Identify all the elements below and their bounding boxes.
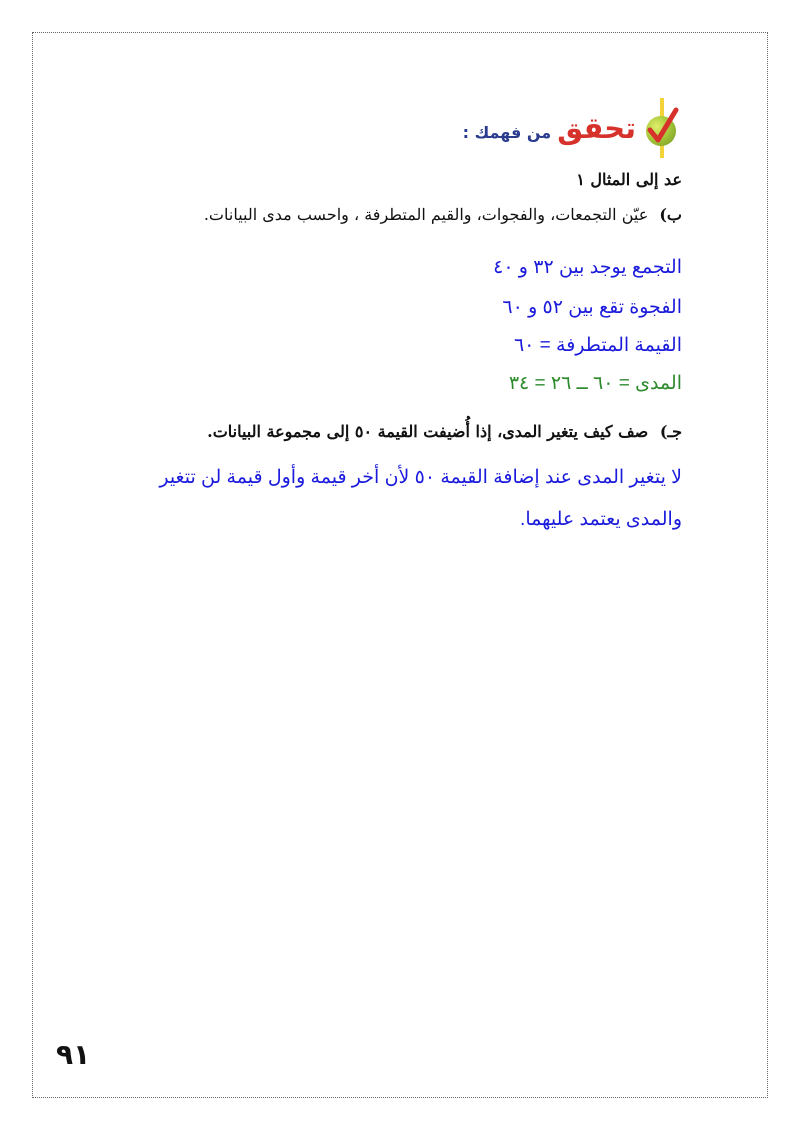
answer-outlier: القيمة المتطرفة = ٦٠ [513, 335, 682, 356]
check-understanding-header [463, 98, 682, 158]
header-subtitle: من فهمك : [462, 122, 552, 142]
page-frame [32, 32, 768, 1098]
question-c [207, 422, 682, 441]
question-b-label: ب) [659, 205, 682, 224]
answer-c-line-1: لا يتغير المدى عند إضافة القيمة ٥٠ لأن أخر قيمة وأول قيمة لن تتغير [159, 467, 682, 488]
question-c-text: صف كيف يتغير المدى، إذا أُضيفت القيمة ٥٠ إلى مجموعة البيانات. [207, 422, 649, 441]
answer-range: المدى = ٦٠ ــ ٢٦ = ٣٤ [508, 373, 682, 394]
check-badge-icon [642, 98, 682, 158]
question-b [204, 205, 682, 224]
question-c-label: جـ) [659, 422, 682, 441]
example-reference: عد إلى المثال ١ [576, 170, 682, 189]
answer-cluster: التجمع يوجد بين ٣٢ و ٤٠ [493, 257, 682, 278]
answer-c-line-2: والمدى يعتمد عليهما. [520, 509, 682, 530]
question-b-text: عيّن التجمعات، والفجوات، والقيم المتطرفة ، واحسب مدى البيانات. [203, 205, 649, 224]
page-number: ٩١ [56, 1038, 91, 1071]
answer-gap: الفجوة تقع بين ٥٢ و ٦٠ [502, 297, 682, 318]
header-title: تحقق [557, 111, 636, 145]
